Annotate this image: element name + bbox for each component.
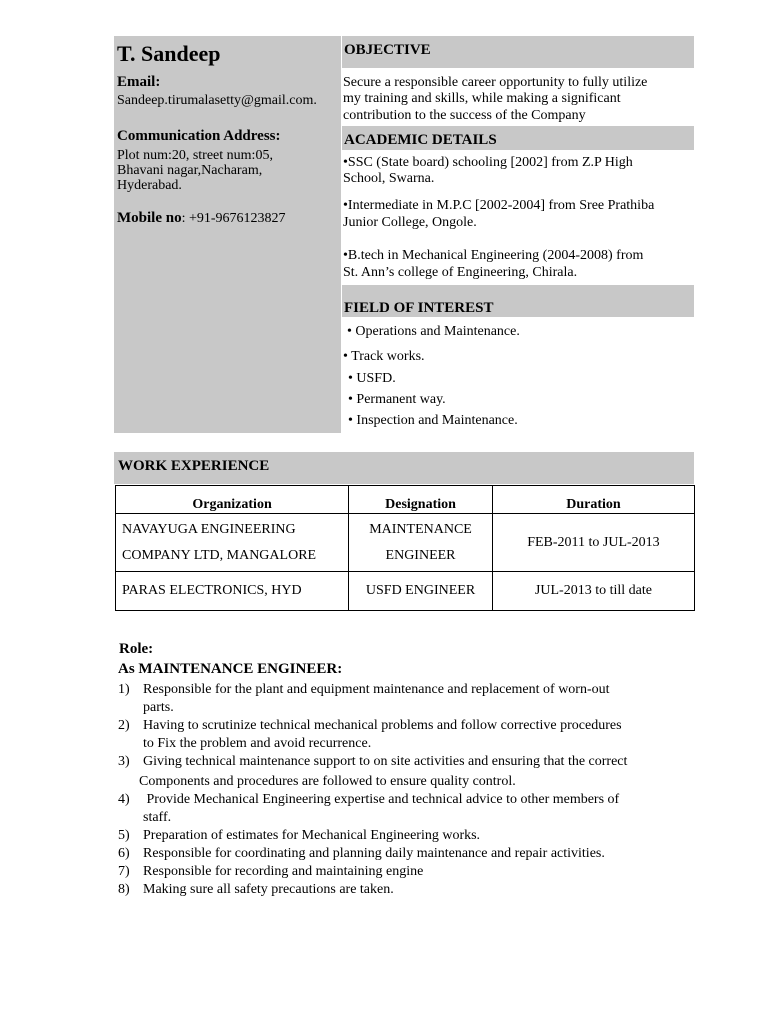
table-row: [116, 514, 695, 572]
objective-line: Secure a responsible career opportunity to fully utilize: [343, 75, 648, 90]
academic-item: Junior College, Ongole.: [343, 215, 477, 230]
interest-item: • Permanent way.: [348, 392, 446, 407]
item-number: 2): [118, 718, 130, 733]
designation-cell: USFD ENGINEER: [349, 572, 493, 611]
organization-cell: [116, 514, 349, 572]
mobile-value: : +91-9676123827: [181, 211, 286, 226]
academic-heading: ACADEMIC DETAILS: [344, 132, 497, 148]
address-line: Plot num:20, street num:05,: [117, 148, 273, 163]
cell-line: ENGINEER: [385, 547, 456, 563]
interest-item: • Operations and Maintenance.: [347, 324, 520, 339]
column-header: Organization: [116, 486, 349, 514]
list-item: [118, 881, 627, 899]
item-line: Components and procedures are followed to ensure quality control.: [139, 774, 516, 789]
table-header-row: [116, 486, 695, 514]
item-line: Responsible for recording and maintaining engine: [143, 864, 424, 879]
objective-heading: OBJECTIVE: [344, 42, 431, 58]
item-number: 4): [118, 792, 130, 807]
email-value: Sandeep.tirumalasetty@gmail.com.: [117, 93, 317, 108]
role-label: Role:: [119, 641, 154, 657]
address-label: Communication Address:: [117, 128, 281, 144]
academic-item: School, Swarna.: [343, 171, 435, 186]
role-title: As MAINTENANCE ENGINEER:: [118, 661, 343, 677]
duration-cell: JUL-2013 to till date: [492, 572, 694, 611]
email-label: Email:: [117, 74, 161, 90]
interest-item: • USFD.: [348, 371, 396, 386]
item-line: Giving technical maintenance support to on site activities and ensuring that the correct: [143, 754, 628, 769]
interest-heading: FIELD OF INTEREST: [344, 300, 494, 316]
list-item: [118, 717, 627, 753]
list-item: [118, 845, 627, 863]
item-line: Having to scrutinize technical mechanical problems and follow corrective procedures: [143, 718, 622, 733]
column-header: Duration: [492, 486, 694, 514]
table-row: [116, 572, 695, 611]
interest-item: • Inspection and Maintenance.: [348, 413, 518, 428]
list-item: [118, 827, 627, 845]
academic-item: St. Ann’s college of Engineering, Chirala.: [343, 265, 578, 280]
list-item: [118, 791, 627, 827]
list-item: [118, 753, 627, 791]
cell-line: MAINTENANCE: [369, 521, 472, 537]
candidate-name: T. Sandeep: [117, 41, 221, 66]
column-header: Designation: [349, 486, 493, 514]
designation-cell: [349, 514, 493, 572]
address-line: Bhavani nagar,Nacharam,: [117, 163, 263, 178]
list-item: [118, 863, 627, 881]
list-item: [118, 681, 627, 717]
item-line: Making sure all safety precautions are taken.: [143, 882, 394, 897]
item-line: Provide Mechanical Engineering expertise and technical advice to other members of: [143, 792, 620, 807]
item-line: Responsible for coordinating and planning daily maintenance and repair activities.: [143, 846, 605, 861]
experience-table: [115, 485, 695, 611]
item-line: Preparation of estimates for Mechanical Engineering works.: [143, 828, 481, 843]
item-number: 3): [118, 754, 130, 769]
objective-line: my training and skills, while making a significant: [343, 91, 621, 106]
duration-cell: FEB-2011 to JUL-2013: [492, 514, 694, 572]
item-line: Responsible for the plant and equipment maintenance and replacement of worn-out: [143, 682, 610, 697]
interest-item: • Track works.: [343, 349, 425, 364]
academic-item: •B.tech in Mechanical Engineering (2004-2008) from: [343, 248, 644, 263]
item-number: 7): [118, 864, 130, 879]
objective-line: contribution to the success of the Company: [343, 108, 586, 123]
mobile-row: [117, 210, 286, 227]
academic-item: •SSC (State board) schooling [2002] from Z.P High: [343, 155, 633, 170]
cell-line: COMPANY LTD, MANGALORE: [122, 547, 317, 563]
item-number: 1): [118, 682, 130, 697]
item-number: 5): [118, 828, 130, 843]
item-number: 8): [118, 882, 130, 897]
item-number: 6): [118, 846, 130, 861]
mobile-label: Mobile no: [117, 210, 182, 226]
cell-line: NAVAYUGA ENGINEERING: [122, 521, 296, 537]
organization-cell: PARAS ELECTRONICS, HYD: [116, 572, 349, 611]
work-heading: WORK EXPERIENCE: [118, 458, 270, 474]
academic-item: •Intermediate in M.P.C [2002-2004] from Sree Prathiba: [343, 198, 655, 213]
item-line: to Fix the problem and avoid recurrence.: [143, 736, 372, 751]
item-line: staff.: [143, 810, 172, 825]
address-line: Hyderabad.: [117, 178, 182, 193]
item-line: parts.: [143, 700, 174, 715]
responsibility-list: [118, 681, 627, 899]
